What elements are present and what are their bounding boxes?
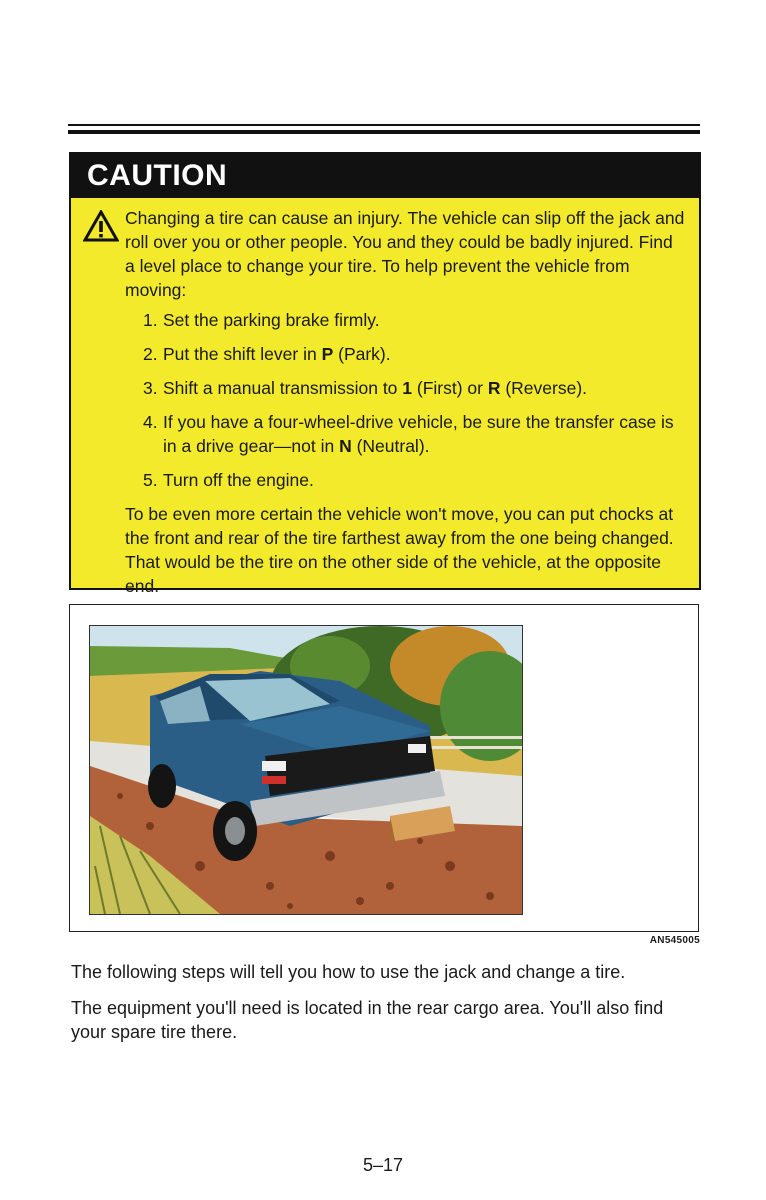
step-text-part: Shift a manual transmission to bbox=[163, 378, 403, 398]
step-item bbox=[143, 376, 685, 400]
gear-letter: N bbox=[339, 436, 352, 456]
body-paragraph-2: The equipment you'll need is located in the rear cargo area. You'll also find your spare tire there. bbox=[71, 998, 664, 1042]
step-text-part: (Park). bbox=[333, 344, 391, 364]
vehicle-illustration bbox=[90, 626, 522, 914]
step-item bbox=[143, 308, 685, 332]
figure-frame bbox=[69, 604, 699, 932]
caution-intro: Changing a tire can cause an injury. The vehicle can slip off the jack and roll over you or other people. You and they could be badly injured. Find a level place to change your tire. To help prevent the vehicle from moving: bbox=[125, 208, 685, 300]
step-item bbox=[143, 468, 685, 492]
step-text-part: (First) or bbox=[412, 378, 488, 398]
step-number: 5. bbox=[143, 470, 158, 490]
step-number: 4. bbox=[143, 412, 158, 432]
step-text: Set the parking brake firmly. bbox=[163, 310, 380, 330]
gear-letter: P bbox=[321, 344, 334, 364]
step-number: 3. bbox=[143, 378, 158, 398]
step-text-part: (Reverse). bbox=[500, 378, 588, 398]
gear-letter: R bbox=[487, 378, 501, 398]
step-number: 2. bbox=[143, 344, 158, 364]
step-text-part: Put the shift lever in bbox=[163, 344, 322, 364]
step-number: 1. bbox=[143, 310, 158, 330]
page-number: 5–17 bbox=[362, 1155, 404, 1175]
warning-triangle-icon bbox=[83, 210, 119, 242]
gear-letter: 1 bbox=[402, 378, 413, 398]
vehicle-photo bbox=[89, 625, 523, 915]
top-rule-thick bbox=[68, 130, 700, 134]
step-text bbox=[163, 376, 685, 400]
figure-id: AN545005 bbox=[649, 935, 700, 946]
step-item bbox=[143, 342, 685, 366]
step-item bbox=[143, 410, 685, 458]
body-paragraph-1: The following steps will tell you how to use the jack and change a tire. bbox=[71, 962, 626, 982]
step-text: Turn off the engine. bbox=[163, 470, 314, 490]
caution-closing: To be even more certain the vehicle won't move, you can put chocks at the front and rear of the tire farthest away from the one being changed. That would be the tire on the other side of the vehicle, at the opposite end. bbox=[125, 504, 674, 596]
step-text-part: If you have a four-wheel-drive vehicle, be sure the transfer case is in a drive gear—not in bbox=[163, 412, 674, 456]
step-text-part: (Neutral). bbox=[351, 436, 430, 456]
step-text bbox=[163, 342, 685, 366]
top-rule-thin bbox=[68, 124, 700, 126]
step-text bbox=[163, 410, 685, 458]
caution-box bbox=[69, 152, 701, 596]
caution-steps bbox=[143, 308, 685, 492]
caution-title: CAUTION bbox=[71, 154, 699, 198]
caution-body bbox=[71, 198, 699, 598]
